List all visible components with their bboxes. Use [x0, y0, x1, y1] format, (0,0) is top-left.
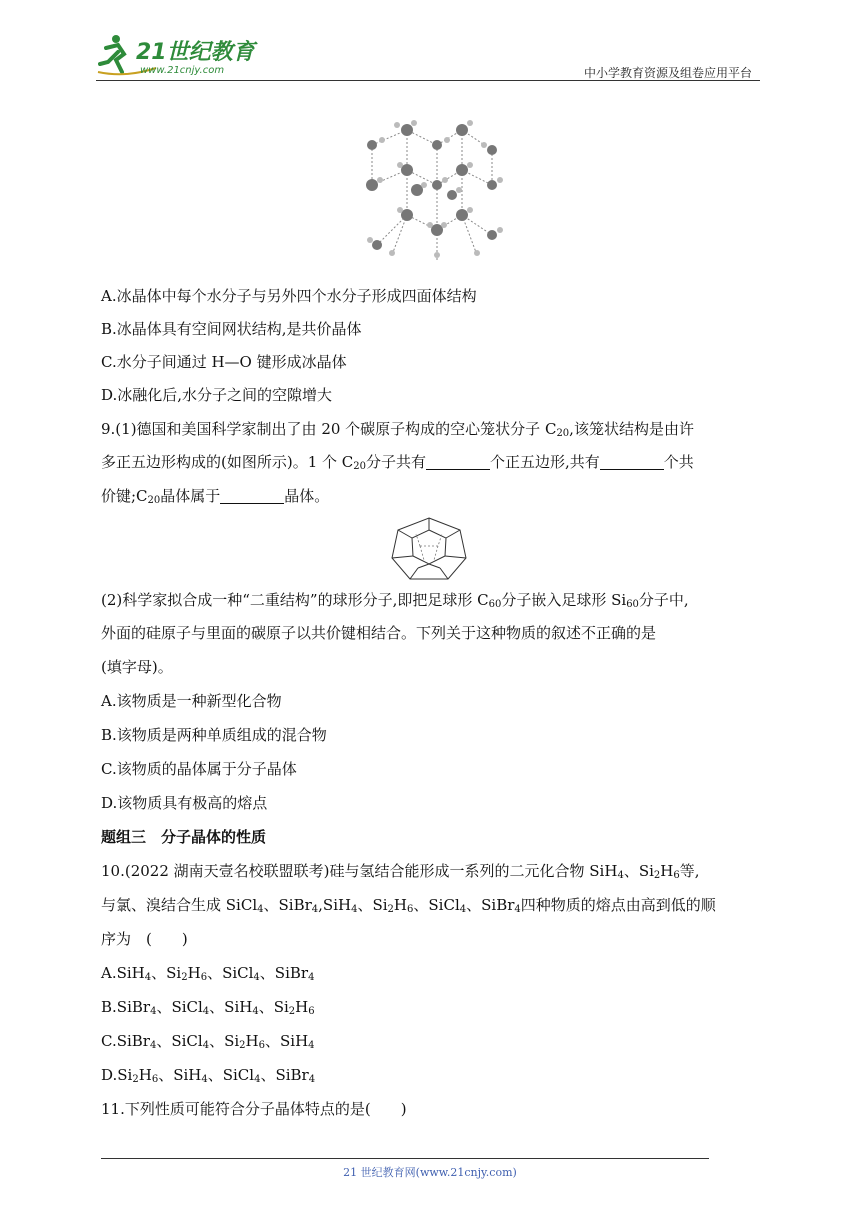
text: 四种物质的熔点由高到低的顺 — [520, 896, 716, 914]
section-heading-3: 题组三 分子晶体的性质 — [101, 828, 267, 846]
subscript: 6 — [673, 870, 680, 881]
q10-line2 — [101, 895, 716, 915]
text: (2)科学家拟合成一种“二重结构”的球形分子,即把足球形 C — [101, 591, 489, 609]
logo-url: www.21cnjy.com — [140, 65, 225, 76]
text: 9.(1)德国和美国科学家制出了由 20 个碳原子构成的空心笼状分子 C — [101, 420, 557, 438]
text: 价键;C — [101, 487, 148, 505]
text: 分子中, — [638, 591, 689, 609]
answer-blank-pentagons[interactable] — [426, 453, 490, 470]
text: 、SiBr — [263, 896, 312, 914]
q10-line3: 序为 ( ) — [101, 930, 188, 948]
subscript: 2 — [653, 870, 661, 881]
q10-option-a: A.SiH$_4$、$Si_2H_6$、SiCl$_4$、SiBr$_4$ — [101, 964, 315, 983]
text: 、Si — [357, 896, 388, 914]
subscript: 4 — [311, 904, 319, 915]
c20-dodecahedron-figure — [390, 516, 468, 582]
q9-part2-line1 — [101, 590, 689, 610]
q8-option-c: C.水分子间通过 H—O 键形成冰晶体 — [101, 353, 347, 371]
q9-part1-line1 — [101, 419, 694, 439]
text: H — [660, 862, 674, 880]
ice-crystal-structure-figure — [352, 105, 507, 265]
answer-blank-crystal-type[interactable] — [220, 487, 284, 504]
q9-part2-option-d: D.该物质具有极高的熔点 — [101, 794, 268, 812]
q10-line1 — [101, 861, 700, 881]
q9-part1-line2 — [101, 452, 694, 472]
q9-part2-option-c: C.该物质的晶体属于分子晶体 — [101, 760, 297, 778]
q9-part2-option-a: A.该物质是一种新型化合物 — [101, 692, 282, 710]
q8-option-d: D.冰融化后,水分子之间的空隙增大 — [101, 386, 333, 404]
subscript: 2 — [387, 904, 394, 915]
text: ,该笼状结构是由许 — [569, 420, 694, 438]
subscript: 4 — [514, 904, 521, 915]
text: 多正五边形构成的(如图所示)。1 个 C — [101, 453, 354, 471]
text: 个正五边形,共有 — [490, 453, 600, 471]
text: 10.(2022 湖南天壹名校联盟联考)硅与氢结合能形成一系列的二元化合物 SiH — [101, 862, 618, 880]
subscript: 20 — [353, 461, 366, 472]
logo-text: 21世纪教育 — [136, 40, 255, 65]
q9-part2-option-b: B.该物质是两种单质组成的混合物 — [101, 726, 327, 744]
text: 、SiCl — [413, 896, 460, 914]
header-divider — [96, 80, 760, 81]
subscript: 4 — [459, 904, 467, 915]
text: 等, — [679, 862, 700, 880]
footer-divider — [101, 1158, 709, 1159]
answer-blank-bonds[interactable] — [600, 453, 664, 470]
q9-part1-line3 — [101, 486, 329, 506]
page-header — [96, 30, 760, 80]
text: ,SiH — [318, 896, 352, 914]
subscript: 6 — [407, 904, 414, 915]
q11-stem: 11.下列性质可能符合分子晶体特点的是( ) — [101, 1100, 407, 1118]
q8-option-a: A.冰晶体中每个水分子与另外四个水分子形成四面体结构 — [101, 287, 477, 305]
subscript: 60 — [488, 599, 502, 610]
text: 、Si — [623, 862, 654, 880]
q10-option-b: B.SiBr$_4$、SiCl$_4$、SiH$_4$、$Si_2H_6$ — [101, 998, 315, 1017]
text: 分子嵌入足球形 Si — [501, 591, 627, 609]
q10-option-d: $D.Si_2H_6$、SiH$_4$、SiCl$_4$、SiBr$_4$ — [101, 1066, 316, 1085]
text: 、SiBr — [466, 896, 515, 914]
text: 分子共有 — [366, 453, 427, 471]
subscript: 20 — [147, 495, 161, 506]
text: H — [393, 896, 408, 914]
text: 晶体。 — [284, 487, 330, 505]
text: 晶体属于 — [160, 487, 221, 505]
platform-name: 中小学教育资源及组卷应用平台 — [583, 66, 752, 80]
q9-part2-line2: 外面的硅原子与里面的碳原子以共价键相结合。下列关于这种物质的叙述不正确的是 — [101, 624, 657, 642]
subscript: 20 — [556, 428, 570, 439]
subscript: 4 — [351, 904, 358, 915]
q9-part2-line3: (填字母)。 — [101, 658, 173, 676]
subscript: 4 — [257, 904, 264, 915]
q8-option-b: B.冰晶体具有空间网状结构,是共价晶体 — [101, 320, 362, 338]
subscript: 4 — [617, 870, 624, 881]
subscript: 60 — [626, 599, 639, 610]
q10-option-c: C.SiBr$_4$、SiCl$_4$、$Si_2H_6$、SiH$_4$ — [101, 1032, 315, 1051]
text: 个共 — [663, 453, 694, 471]
page-footer: 21 世纪教育网(www.21cnjy.com) — [343, 1166, 517, 1179]
text: 与氯、溴结合生成 SiCl — [101, 896, 258, 914]
logo — [96, 32, 276, 78]
